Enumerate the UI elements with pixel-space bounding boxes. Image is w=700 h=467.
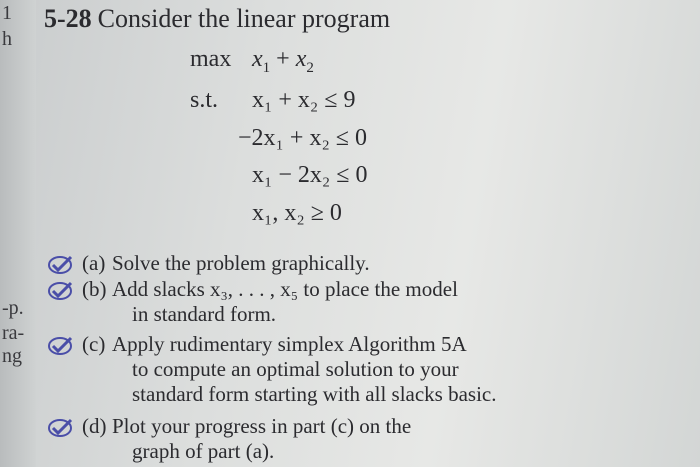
checkmark-icon (48, 336, 74, 356)
part-text-continued: standard form starting with all slacks basic. (132, 382, 497, 406)
edge-fragment: ng (2, 345, 22, 367)
part-label: (d) (82, 414, 107, 438)
st-label: s.t. (190, 87, 219, 113)
problem-title: Consider the linear program (97, 4, 391, 33)
part-c (48, 332, 467, 356)
part-text: Add slacks x₃, . . . , x₅ to place the model (112, 277, 458, 301)
edge-fragment: ra- (2, 322, 25, 344)
part-label: (b) (82, 277, 107, 301)
edge-fragment: -p. (2, 297, 24, 319)
checkmark-icon (48, 255, 74, 275)
edge-fragment: h (2, 28, 12, 50)
checkmark-icon (48, 418, 74, 438)
checkmark-icon (48, 281, 74, 301)
part-text: Apply rudimentary simplex Algorithm 5A (112, 332, 467, 356)
nonnegativity-constraint: x₁, x₂ ≥ 0 (252, 200, 342, 226)
constraint-3: x₁ − 2x₂ ≤ 0 (252, 162, 368, 188)
part-label: (a) (82, 251, 106, 275)
problem-header (44, 4, 390, 34)
part-b (48, 277, 458, 301)
edge-fragment: 1 (2, 2, 12, 24)
part-text: Plot your progress in part (c) on the (112, 414, 412, 438)
part-text-continued: in standard form. (132, 302, 277, 326)
part-label: (c) (82, 332, 106, 356)
part-text-continued: graph of part (a). (132, 439, 275, 463)
part-text-continued: to compute an optimal solution to your (132, 357, 459, 381)
part-a (48, 251, 370, 275)
part-d (48, 414, 411, 438)
objective-expression: $x_1 + x_2$ (252, 46, 314, 76)
problem-number: 5-28 (44, 4, 92, 33)
constraint-2: −2x₁ + x₂ ≤ 0 (238, 125, 367, 151)
constraint-1: x₁ + x₂ ≤ 9 (252, 87, 356, 113)
part-text: Solve the problem graphically. (112, 251, 370, 275)
objective-label: max (190, 46, 232, 72)
left-page-edge (0, 0, 36, 467)
